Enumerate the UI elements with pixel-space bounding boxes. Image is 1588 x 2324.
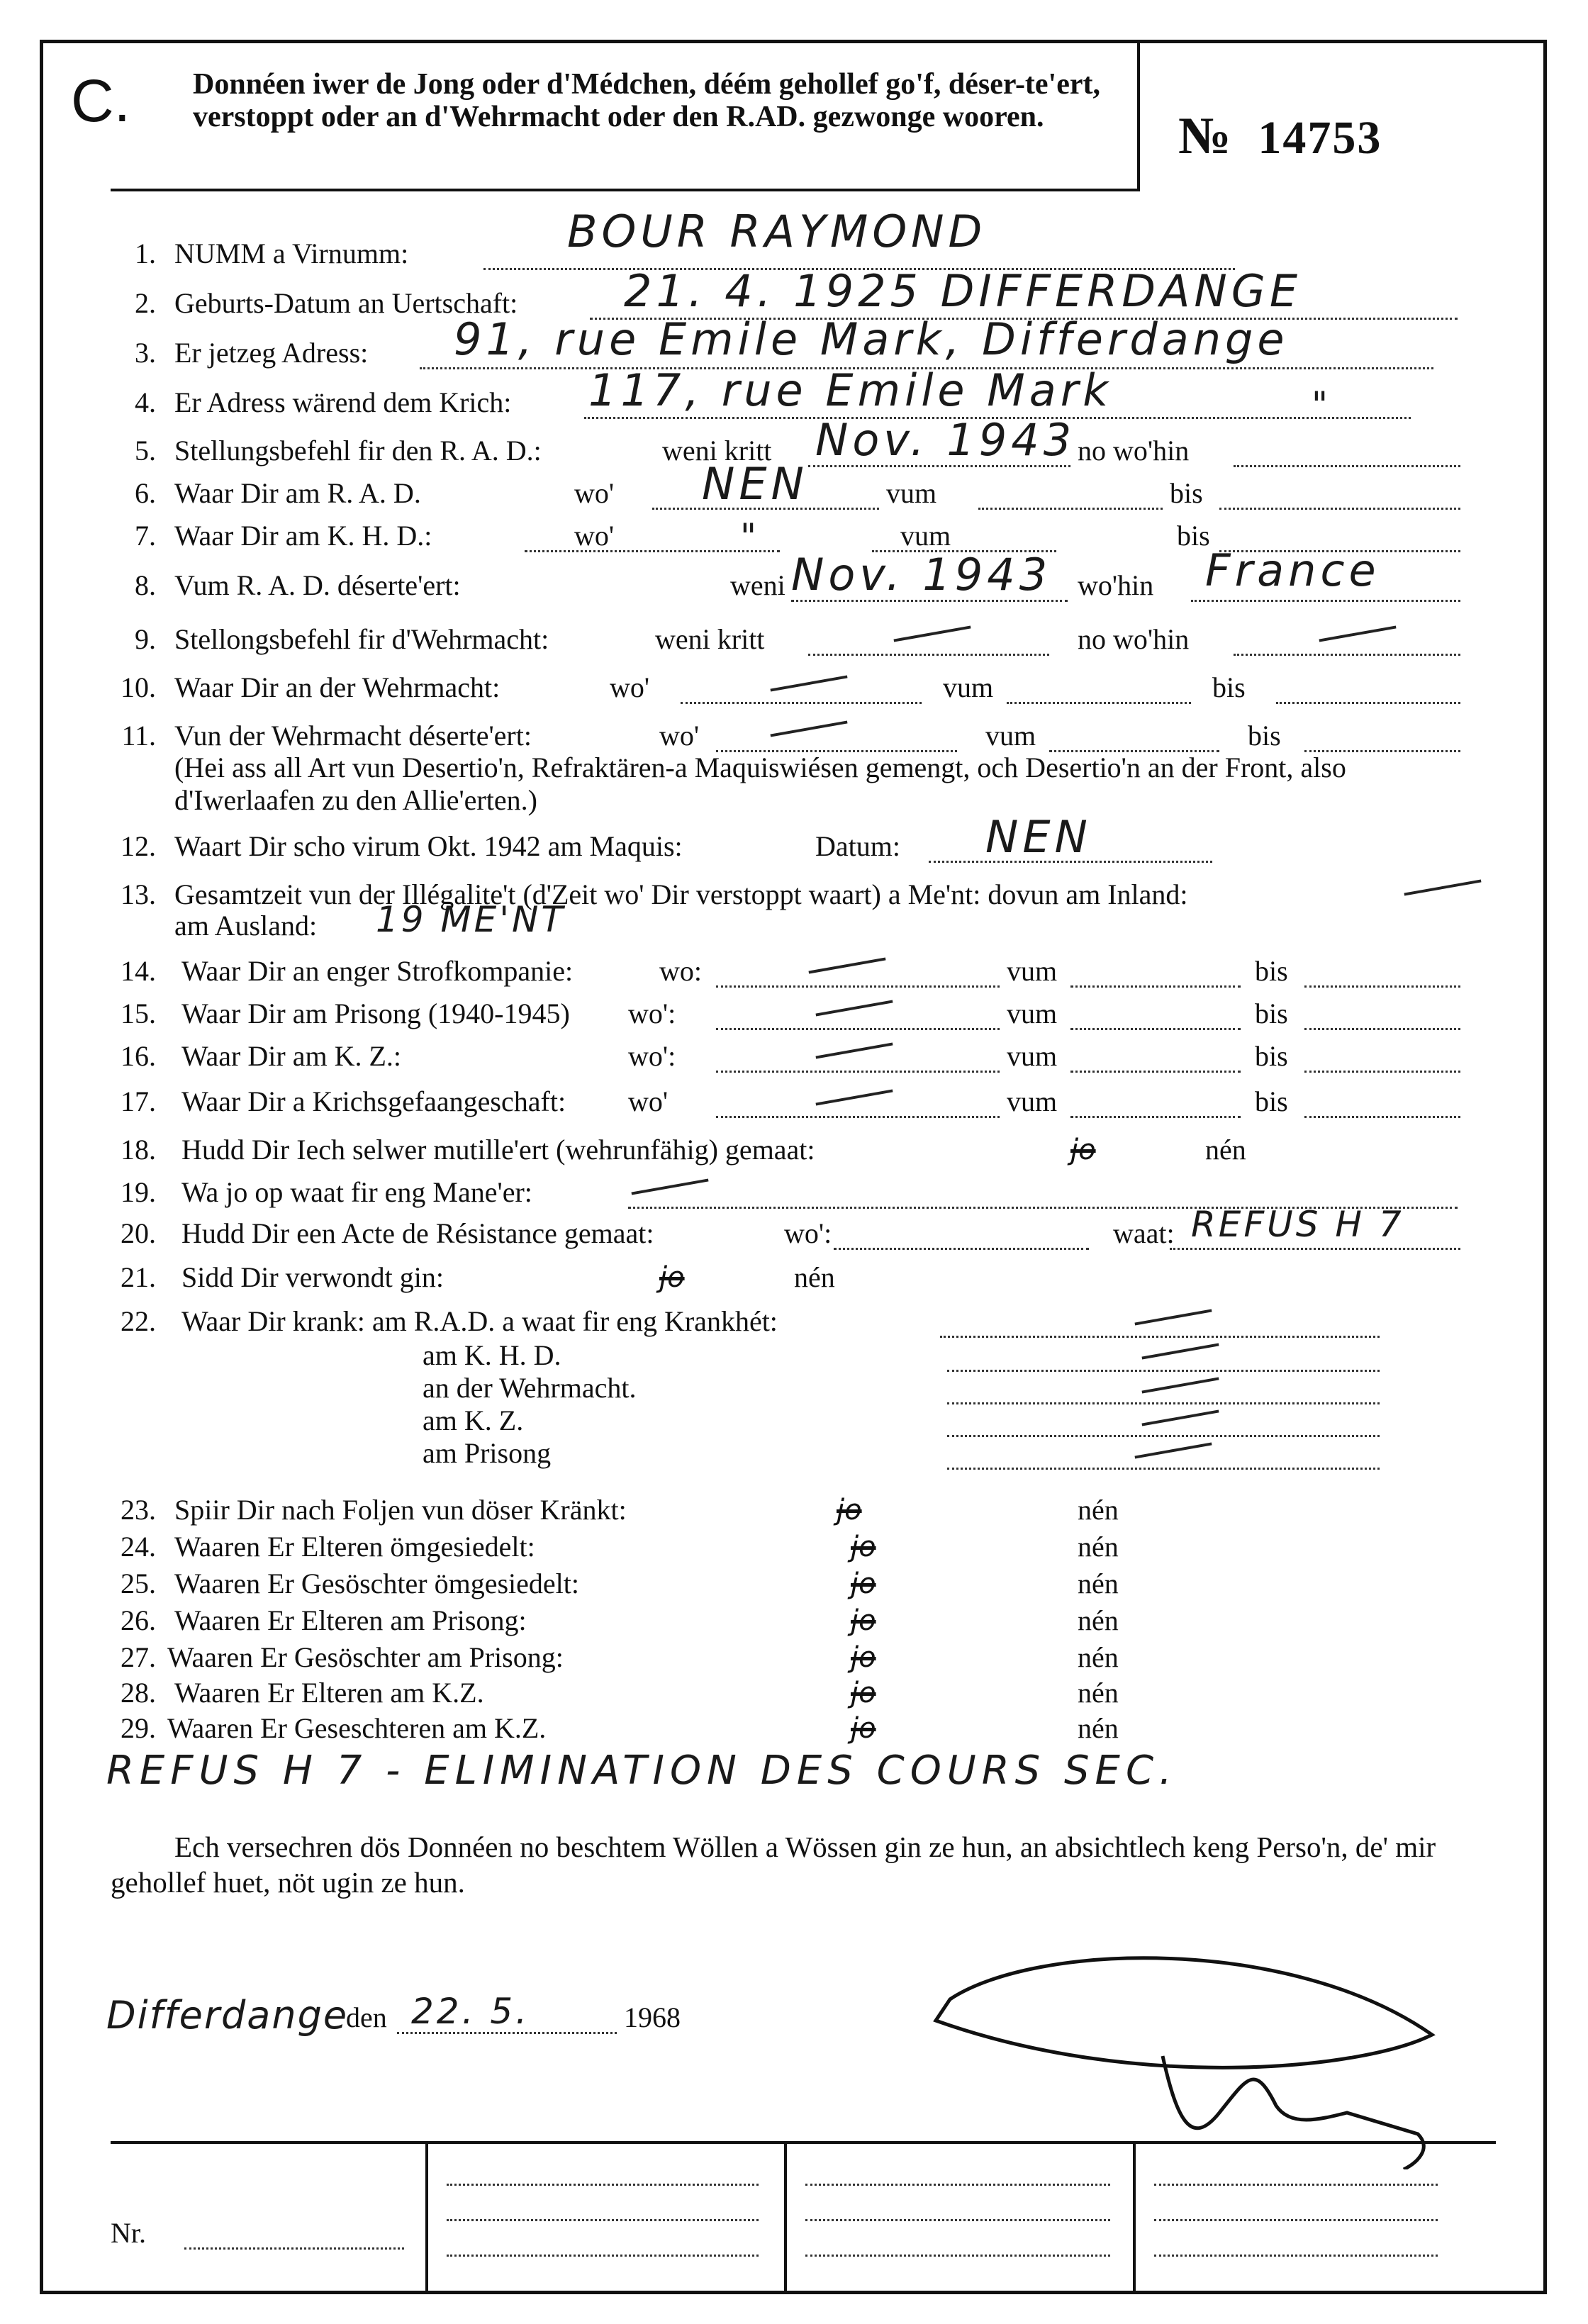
row-sublabel: bis [1255,1085,1288,1117]
option-jo-struck[interactable]: jo [851,1641,876,1674]
footer-cell[interactable] [805,2184,1110,2186]
row-sublabel: vum [1007,1040,1058,1072]
row-label: Vum R. A. D. déserte'ert: [174,569,461,601]
row-number: 24. [121,1531,156,1563]
row-number: 6. [135,477,156,509]
row-2-value: 21. 4. 1925 DIFFERDANGE [624,265,1302,317]
row-15-line-3[interactable] [1304,1028,1460,1030]
number-symbol: № [1178,107,1233,165]
row-label: Waar Dir an enger Strofkompanie: [181,955,574,987]
row-number: 3. [135,337,156,369]
row-14-line[interactable] [716,985,1000,988]
row-label: Gesamtzeit vun der Illégalite't (d'Zeit wo' Dir verstoppt waart) a Me'nt: dovun am Inland: [174,878,1188,910]
row-sublabel: vum [943,671,994,703]
row-sublabel: waat: [1113,1217,1175,1249]
row-17-line-2[interactable] [1070,1116,1241,1118]
row-17-line-3[interactable] [1304,1116,1460,1118]
row-sublabel: vum [900,520,951,552]
row-label: Spiir Dir nach Foljen vun döser Kränkt: [174,1494,627,1526]
row-number: 29. [121,1712,156,1744]
row-number: 19. [121,1176,156,1208]
number-value: 14753 [1258,112,1382,164]
option-jo-struck[interactable]: jo [851,1712,876,1745]
row-sublabel: am Prisong [423,1437,552,1469]
footer-divider-1 [425,2143,428,2293]
row-sublabel: bis [1255,1040,1288,1072]
row-15-line[interactable] [716,1028,1000,1030]
row-13-ausland [174,909,317,943]
row-number: 22. [121,1305,156,1337]
row-16-line[interactable] [716,1071,1000,1073]
row-number: 20. [121,1217,156,1249]
row-sublabel: no wo'hin [1078,435,1190,467]
row-label: Waaren Er Geseschteren am K.Z. [167,1712,547,1744]
row-22-sub-2-line[interactable] [947,1402,1380,1404]
row-label: Er jetzeg Adress: [174,337,369,369]
row-20-line[interactable] [834,1248,1089,1250]
row-label: Waaren Er Gesöschter ömgesiedelt: [174,1568,579,1599]
date-dots[interactable] [397,2032,617,2034]
row-6-line-3[interactable] [1219,508,1460,510]
row-sublabel: bis [1212,671,1246,703]
row-number: 25. [121,1568,156,1599]
row-20-line-2[interactable] [1170,1248,1460,1250]
row-number: 14. [121,955,156,987]
row-8-value: Nov. 1943 [791,549,1052,600]
row-12-value: NEN [985,811,1092,863]
row-label: Hudd Dir Iech selwer mutille'ert (wehrunfähig) gemaat: [181,1134,815,1166]
option-jo-struck[interactable]: jo [851,1604,876,1637]
form-number [1178,106,1382,167]
den-label: den [346,2001,387,2033]
row-6-line-2[interactable] [978,508,1163,510]
row-sublabel: vum [985,720,1036,752]
row-number: 28. [121,1677,156,1709]
row-label: Hudd Dir een Acte de Résistance gemaat: [181,1217,654,1249]
declaration-text: Ech versechren dös Donnéen no beschtem Wöllen a Wössen gin ze hun, an absichtlech keng Perso'n, de' mir gehollef huet, nöt ugin ze hun. [111,1831,1436,1899]
row-8-value-2: France [1205,544,1380,596]
row-label: Waaren Er Gesöschter am Prisong: [167,1641,564,1673]
option-jo-struck[interactable]: jo [1070,1134,1096,1166]
footer-cell[interactable] [447,2255,759,2257]
row-number: 21. [121,1261,156,1293]
row-label: Waar Dir am Prisong (1940-1945) [181,998,570,1029]
footer-cell[interactable] [805,2255,1110,2257]
option-jo-struck[interactable]: jo [659,1261,685,1294]
footer-cell[interactable] [447,2219,759,2221]
row-11-note: (Hei ass all Art vun Desertio'n, Refraktären-a Maquiswiésen gemengt, och Desertio'n an der Front, also d'Iwerlaafen zu den Allie'erten.) [174,752,1346,816]
row-16-line-3[interactable] [1304,1071,1460,1073]
row-number: 1. [135,238,156,269]
option-jo-struck[interactable]: jo [851,1531,876,1563]
row-sublabel: wo' [659,720,700,752]
row-label: Waar Dir am R. A. D. [174,477,421,509]
section-letter: C. [71,67,130,134]
option-nen[interactable]: nén [1205,1134,1246,1166]
signature-scribble [922,1935,1460,2169]
row-sublabel: wo': [628,1040,676,1072]
footer-cell[interactable] [1154,2184,1438,2186]
row-sublabel: Datum: [815,830,900,862]
row-number: 2. [135,287,156,319]
row-sublabel: bis [1170,477,1203,509]
row-17-line[interactable] [716,1116,1000,1118]
year-text [624,2001,681,2035]
row-number: 15. [121,998,156,1029]
row-sublabel: am K. Z. [423,1404,524,1436]
option-jo-struck[interactable]: jo [851,1677,876,1709]
row-9-line[interactable] [808,654,1049,656]
row-label: Waar Dir krank: am R.A.D. a waat fir eng Krankhét: [181,1305,778,1337]
row-number: 26. [121,1604,156,1636]
signature-year: 1968 [624,2001,681,2033]
row-sublabel: wo: [659,955,702,987]
option-jo-struck[interactable]: jo [851,1568,876,1600]
row-label: Wa jo op waat fir eng Mane'er: [181,1176,532,1208]
footer-cell[interactable] [1154,2219,1438,2221]
signature-place: Differdange [106,1993,349,2038]
row-sublabel: am K. H. D. [423,1339,561,1371]
row-sublabel: bis [1255,998,1288,1029]
row-label: Waar Dir an der Wehrmacht: [174,671,501,703]
row-number: 18. [121,1134,156,1166]
row-label: Waart Dir scho virum Okt. 1942 am Maquis: [174,830,683,862]
row-sublabel: wo' [574,477,615,509]
row-20-value: REFUS H 7 [1191,1204,1404,1245]
row-10-line-2[interactable] [1007,702,1191,704]
row-10-line-3[interactable] [1276,702,1460,704]
row-label: Waar Dir am K. H. D.: [174,520,432,552]
row-label: Stellungsbefehl fir den R. A. D.: [174,435,542,467]
row-22-sub-1 [423,1339,561,1373]
option-nen[interactable]: nén [1078,1494,1119,1526]
row-14-line-2[interactable] [1070,985,1241,988]
row-16-line-2[interactable] [1070,1071,1241,1073]
row-label: Stellongsbefehl fir d'Wehrmacht: [174,623,549,655]
row-22-line[interactable] [940,1336,1380,1338]
footer-cell[interactable] [805,2219,1110,2221]
row-number: 16. [121,1040,156,1072]
row-sublabel: wo': [628,998,676,1029]
footer-top-line [111,2141,1496,2144]
row-sublabel: vum [1007,998,1058,1029]
row-sublabel: no wo'hin [1078,623,1190,655]
row-label: Waaren Er Elteren am Prisong: [174,1604,527,1636]
row-22-sub-2 [423,1371,636,1405]
row-3-value: 91, rue Emile Mark, Differdange [454,313,1289,365]
row-1-value: BOUR RAYMOND [567,206,987,257]
row-sublabel: weni kritt [662,435,772,467]
row-9-line-2[interactable] [1234,654,1460,656]
nr-label: Nr. [111,2217,146,2249]
row-6-value: NEN [702,458,808,510]
row-14-line-3[interactable] [1304,985,1460,988]
row-sublabel: am Ausland: [174,910,318,942]
row-sublabel: vum [1007,955,1058,987]
row-sublabel: bis [1255,955,1288,987]
row-number: 9. [135,623,156,655]
row-number: 27. [121,1641,156,1673]
row-label: Geburts-Datum an Uertschaft: [174,287,518,319]
option-jo-struck[interactable]: jo [837,1494,862,1526]
row-sublabel: wo' [574,520,615,552]
row-22-sub-3 [423,1404,523,1438]
option-nen[interactable]: nén [1078,1641,1119,1673]
option-nen[interactable]: nén [1078,1604,1119,1636]
row-sublabel: weni [730,569,785,601]
section-title: Donnéen iwer de Jong oder d'Médchen, déém gehollef go'f, déser-te'ert, verstoppt oder an d'Wehrmacht oder den R.AD. gezwonge wooren. [193,68,1100,133]
row-13-value: 19 ME'NT [376,899,566,940]
row-10-line[interactable] [681,702,922,704]
footer-divider-3 [1133,2143,1136,2293]
row-label: Waaren Er Elteren ömgesiedelt: [174,1531,535,1563]
row-5-value: Nov. 1943 [815,414,1076,466]
option-nen[interactable]: nén [1078,1531,1119,1563]
row-label: Er Adress wärend dem Krich: [174,386,512,418]
option-nen[interactable]: nén [1078,1677,1119,1709]
row-number: 17. [121,1085,156,1117]
row-label: Sidd Dir verwondt gin: [181,1261,444,1293]
row-number: 7. [135,520,156,552]
row-sublabel: bis [1248,720,1281,752]
row-label: NUMM a Virnumm: [174,238,409,269]
row-sublabel: an der Wehrmacht. [423,1372,637,1404]
row-label: Waaren Er Elteren am K.Z. [174,1677,484,1709]
row-sublabel: vum [886,477,937,509]
row-sublabel: wo'hin [1078,569,1154,601]
footer-cell[interactable] [447,2184,759,2186]
row-4-value: 117, rue Emile Mark [588,364,1113,416]
row-number: 5. [135,435,156,467]
date-line [346,2001,387,2035]
footer-divider-2 [784,2143,787,2293]
row-number: 13. [121,878,156,910]
row-number: 23. [121,1494,156,1526]
row-sublabel: bis [1177,520,1210,552]
row-sublabel: wo' [610,671,650,703]
row-number: 4. [135,386,156,418]
footer-nr-field[interactable] [184,2247,404,2250]
option-nen[interactable]: nén [1078,1568,1119,1599]
row-sublabel: weni kritt [655,623,765,655]
row-label: Waar Dir a Krichsgefaangeschaft: [181,1085,566,1117]
footer-nr [111,2216,146,2250]
row-22-sub-3-line[interactable] [947,1435,1380,1437]
row-15-line-2[interactable] [1070,1028,1241,1030]
row-number: 10. [121,671,156,703]
header-underline [111,189,1140,191]
row-22-sub-1-line[interactable] [947,1370,1380,1372]
row-5-line-2[interactable] [1234,465,1460,467]
row-8-line-2[interactable] [1191,600,1460,602]
header-divider [1137,43,1140,190]
row-label: Waar Dir am K. Z.: [181,1040,401,1072]
row-number: 11. [121,720,156,752]
row-sublabel: wo' [628,1085,669,1117]
row-22-sub-4 [423,1436,551,1470]
option-nen[interactable]: nén [794,1261,835,1293]
row-4-ditto: " [1312,384,1331,425]
signature-date: 22. 5. [411,1991,530,2032]
row-number: 12. [121,830,156,862]
row-22-sub-4-line[interactable] [947,1468,1380,1470]
row-number: 8. [135,569,156,601]
row-7-value: " [740,516,759,557]
row-sublabel: vum [1007,1085,1058,1117]
footer-cell[interactable] [1154,2255,1438,2257]
row-label: Vun der Wehrmacht déserte'ert: [174,720,532,752]
option-nen[interactable]: nén [1078,1712,1119,1744]
handwritten-remark: REFUS H 7 - ELIMINATION DES COURS SEC. [106,1748,1178,1794]
row-sublabel: wo': [784,1217,832,1249]
